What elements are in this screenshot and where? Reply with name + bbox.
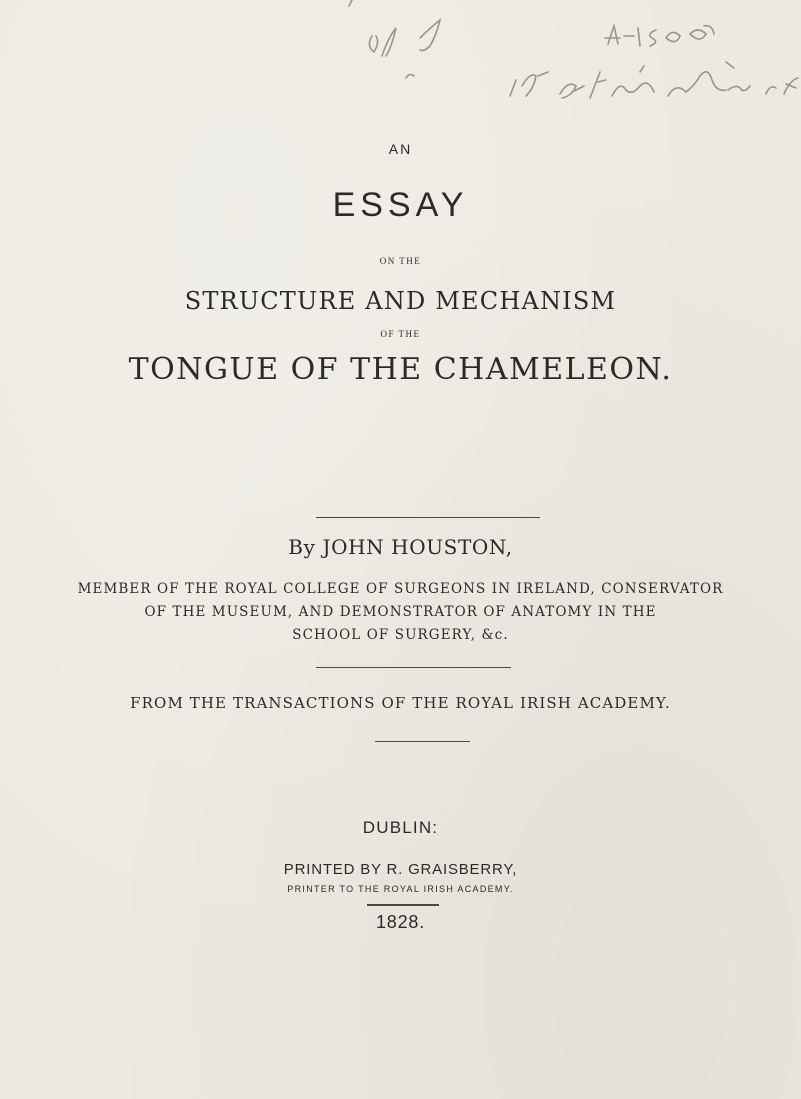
handwriting-stroke [612, 83, 654, 96]
author-affiliation-line: MEMBER OF THE ROYAL COLLEGE OF SURGEONS IN IRELAND, CONSERVATOR [77, 581, 724, 597]
handwriting-stroke [510, 80, 516, 96]
author-affiliation-line: SCHOOL OF SURGERY, &c. [292, 627, 509, 643]
shelfmark-mark [666, 32, 680, 41]
handwriting-stroke [766, 87, 776, 94]
handwriting-stroke [728, 86, 750, 91]
handwriting-stroke [560, 84, 584, 98]
handwriting-stroke [382, 28, 396, 56]
shelfmark-mark [638, 28, 640, 46]
handwriting-stroke [726, 62, 734, 68]
handwriting-stroke [349, 0, 352, 6]
handwriting-stroke [406, 74, 414, 78]
divider-rule [316, 667, 511, 668]
title-article: AN [388, 141, 413, 157]
imprint-place: DUBLIN: [362, 818, 439, 837]
source-line: FROM THE TRANSACTIONS OF THE ROYAL IRISH ACADEMY. [130, 694, 671, 712]
handwriting-stroke [420, 20, 440, 51]
handwriting-stroke [590, 72, 600, 98]
imprint-printer: PRINTED BY R. GRAISBERRY, [283, 861, 518, 878]
shelfmark-mark [650, 30, 656, 46]
imprint-printer-title: PRINTER TO THE ROYAL IRISH ACADEMY. [287, 884, 514, 894]
handwriting-stroke [640, 66, 644, 72]
handwritten-annotation [0, 0, 801, 130]
author-line [0, 535, 801, 559]
handwriting-stroke [522, 75, 536, 96]
title-subject-2: TONGUE OF THE CHAMELEON. [128, 352, 673, 387]
handwriting-stroke [784, 78, 798, 94]
shelfmark-mark [605, 26, 620, 44]
divider-rule [375, 741, 470, 742]
handwriting-stroke [668, 72, 726, 96]
handwriting-stroke [369, 36, 377, 52]
divider-rule [316, 517, 540, 518]
title-connector-2: OF THE [380, 329, 421, 339]
author-affiliation-line: OF THE MUSEUM, AND DEMONSTRATOR OF ANATOMY IN THE [144, 604, 657, 620]
title-connector-1: ON THE [379, 256, 422, 266]
shelfmark-mark [690, 30, 706, 39]
author-name: JOHN HOUSTON, [322, 535, 513, 559]
title-main: ESSAY [332, 186, 469, 224]
handwriting-stroke [538, 72, 548, 76]
imprint-year: 1828. [375, 912, 426, 932]
title-subject-1: STRUCTURE AND MECHANISM [184, 287, 617, 315]
handwriting-stroke [598, 80, 606, 82]
divider-rule [367, 904, 439, 906]
author-prefix: By [288, 535, 316, 559]
